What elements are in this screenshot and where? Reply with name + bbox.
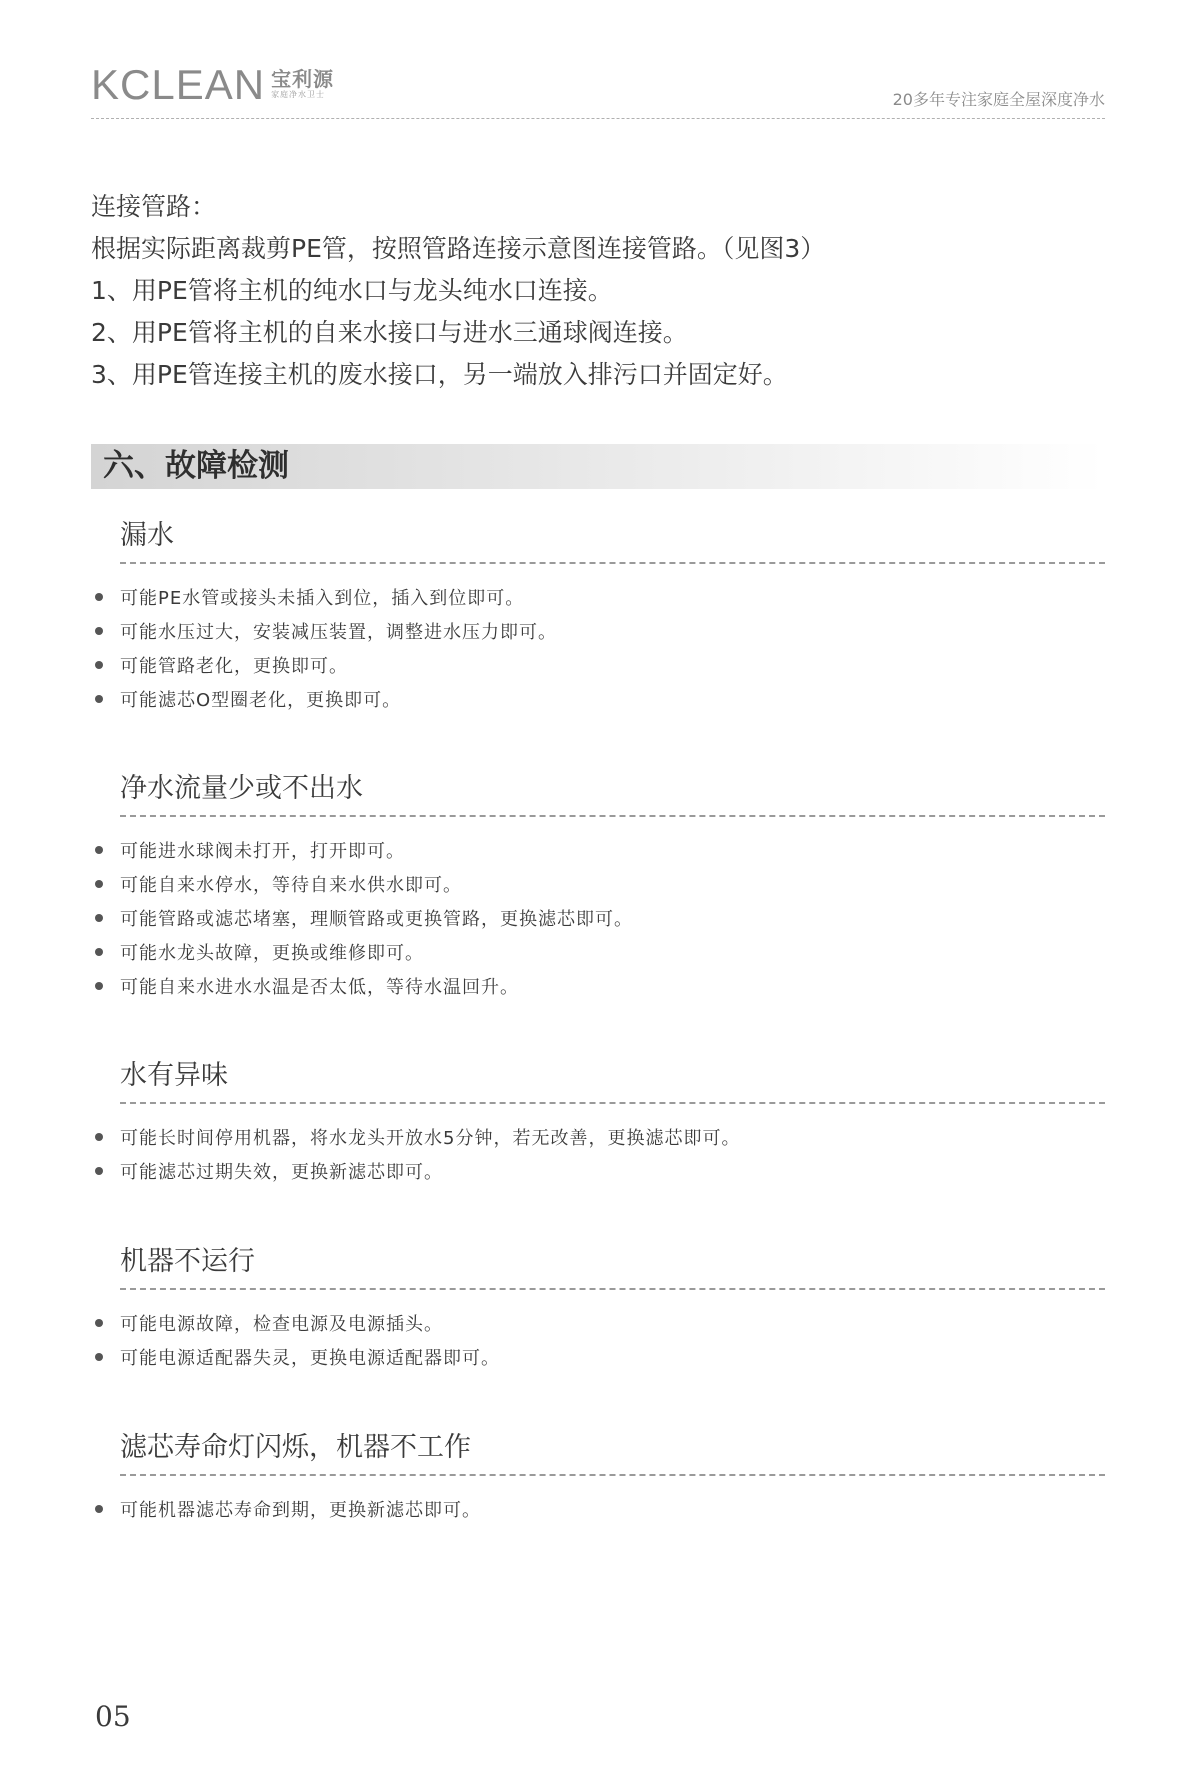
list-item-text: 可能进水球阀未打开，打开即可。 — [120, 841, 405, 862]
list-item — [91, 833, 1105, 867]
page-header — [91, 62, 1105, 120]
list-item-text: 可能滤芯O型圈老化，更换即可。 — [120, 690, 402, 711]
bullet-dot-icon — [95, 982, 103, 990]
list-item-text: 可能水压过大，安装减压装置，调整进水压力即可。 — [120, 622, 557, 643]
list-item — [91, 1120, 1105, 1154]
list-item-text: 可能水龙头故障，更换或维修即可。 — [120, 943, 424, 964]
list-item — [91, 614, 1105, 648]
bullet-dot-icon — [95, 1319, 103, 1327]
dashed-divider — [120, 1102, 1105, 1104]
fault-group-leak — [91, 518, 1105, 716]
logo-chinese-subtitle: 家庭净水卫士 — [271, 90, 326, 99]
list-item — [91, 580, 1105, 614]
section-header-bar — [91, 444, 1105, 489]
header-tagline: 20多年专注家庭全屋深度净水 — [892, 90, 1105, 109]
bullet-dot-icon — [95, 846, 103, 854]
fault-group-title: 机器不运行 — [120, 1246, 255, 1277]
list-item — [91, 1306, 1105, 1340]
logo-chinese-name: 宝利源 — [271, 67, 335, 91]
fault-cause-list — [91, 1306, 1105, 1374]
bullet-dot-icon — [95, 880, 103, 888]
bullet-dot-icon — [95, 695, 103, 703]
fault-cause-list — [91, 1120, 1105, 1188]
fault-cause-list — [91, 1492, 1105, 1526]
list-item-text: 可能管路老化，更换即可。 — [120, 656, 348, 677]
pipe-connection-instructions — [91, 186, 1105, 396]
list-item-text: 可能电源故障，检查电源及电源插头。 — [120, 1314, 443, 1335]
list-item — [91, 901, 1105, 935]
dashed-divider — [120, 1474, 1105, 1476]
list-item — [91, 1154, 1105, 1188]
fault-group-low-flow — [91, 771, 1105, 1003]
fault-cause-list — [91, 833, 1105, 1003]
fault-group-title: 漏水 — [120, 520, 174, 551]
list-item-text: 可能机器滤芯寿命到期，更换新滤芯即可。 — [120, 1500, 481, 1521]
intro-line: 根据实际距离裁剪PE管，按照管路连接示意图连接管路。（见图3） — [91, 234, 826, 263]
fault-group-title: 净水流量少或不出水 — [120, 773, 363, 804]
bullet-dot-icon — [95, 1133, 103, 1141]
page-number: 05 — [95, 1700, 131, 1733]
list-item — [91, 648, 1105, 682]
logo-chinese — [271, 68, 334, 100]
bullet-dot-icon — [95, 914, 103, 922]
intro-heading: 连接管路： — [91, 192, 217, 221]
bullet-dot-icon — [95, 1353, 103, 1361]
bullet-dot-icon — [95, 593, 103, 601]
bullet-dot-icon — [95, 661, 103, 669]
intro-line: 3、用PE管连接主机的废水接口，另一端放入排污口并固定好。 — [91, 360, 788, 389]
list-item — [91, 867, 1105, 901]
brand-logo — [91, 62, 334, 108]
header-divider — [91, 118, 1105, 119]
list-item-text: 可能PE水管或接头未插入到位，插入到位即可。 — [120, 588, 525, 609]
dashed-divider — [120, 562, 1105, 564]
list-item-text: 可能长时间停用机器，将水龙头开放水5分钟，若无改善，更换滤芯即可。 — [120, 1128, 741, 1149]
bullet-dot-icon — [95, 1167, 103, 1175]
fault-group-title: 滤芯寿命灯闪烁，机器不工作 — [120, 1432, 471, 1463]
dashed-divider — [120, 815, 1105, 817]
list-item — [91, 1492, 1105, 1526]
dashed-divider — [120, 1288, 1105, 1290]
bullet-dot-icon — [95, 948, 103, 956]
fault-group-odor — [91, 1058, 1105, 1188]
fault-group-title: 水有异味 — [120, 1060, 228, 1091]
list-item — [91, 935, 1105, 969]
logo-wordmark: KCLEAN — [91, 61, 266, 108]
fault-cause-list — [91, 580, 1105, 716]
list-item-text: 可能滤芯过期失效，更换新滤芯即可。 — [120, 1162, 443, 1183]
intro-line: 2、用PE管将主机的自来水接口与进水三通球阀连接。 — [91, 318, 688, 347]
list-item — [91, 1340, 1105, 1374]
intro-line: 1、用PE管将主机的纯水口与龙头纯水口连接。 — [91, 276, 613, 305]
list-item — [91, 682, 1105, 716]
list-item-text: 可能自来水停水，等待自来水供水即可。 — [120, 875, 462, 896]
list-item-text: 可能电源适配器失灵，更换电源适配器即可。 — [120, 1348, 500, 1369]
fault-group-not-running — [91, 1244, 1105, 1374]
bullet-dot-icon — [95, 627, 103, 635]
section-title: 六、故障检测 — [103, 448, 289, 484]
bullet-dot-icon — [95, 1505, 103, 1513]
list-item-text: 可能自来水进水水温是否太低，等待水温回升。 — [120, 977, 519, 998]
fault-group-filter-light — [91, 1430, 1105, 1526]
list-item — [91, 969, 1105, 1003]
list-item-text: 可能管路或滤芯堵塞，理顺管路或更换管路，更换滤芯即可。 — [120, 909, 633, 930]
